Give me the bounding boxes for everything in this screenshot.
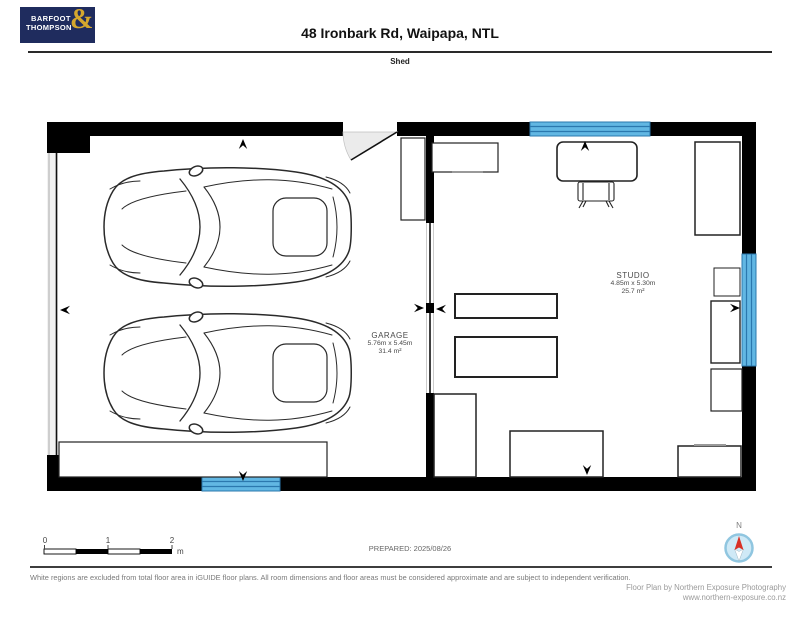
window-top [530,122,650,136]
dividing-wall [426,136,434,491]
scale-tick-1: 1 [105,536,111,545]
scale-bar [44,545,172,554]
scale-tick-0: 0 [42,536,48,545]
car-bottom [104,310,351,436]
scale-unit: m [177,547,184,556]
window-bottom [202,477,280,491]
credit-website: www.northern-exposure.co.nz [682,593,786,602]
desk [557,142,637,181]
garage-area: 31.4 m² [378,348,402,355]
logo-ampersand: & [70,4,94,35]
garage-room-label [330,332,450,356]
logo-line1: BARFOOT [31,14,71,23]
prepared-date: PREPARED: 2025/08/26 [368,544,452,553]
garage-dimensions: 5.76m x 5.45m [367,340,413,347]
compass [726,535,753,562]
credit-photography: Floor Plan by Northern Exposure Photography [626,583,786,592]
window-right [742,254,756,366]
scale-tick-2: 2 [169,536,175,545]
studio-area: 25.7 m² [621,288,645,295]
footer-divider [30,566,772,568]
page-title: 48 Ironbark Rd, Waipapa, NTL [301,25,499,41]
car-top [104,164,351,290]
swing-door [343,132,397,160]
tall-cabinet [695,142,740,235]
garage-name: GARAGE [371,331,409,340]
logo-line2: THOMPSON [26,23,72,32]
studio-dimensions: 4.85m x 5.30m [610,280,656,287]
garage-roller-door [47,153,58,455]
studio-name: STUDIO [616,271,650,280]
disclaimer-text: White regions are excluded from total floor area in iGUIDE floor plans. All room dimensions and floor areas must be considered approximate and are subject to independent verification. [30,573,631,582]
studio-furniture [432,142,742,477]
compass-north-label: N [736,521,742,530]
studio-room-label [573,272,693,296]
office-chair [578,182,614,208]
plan-subtitle: Shed [390,57,410,66]
